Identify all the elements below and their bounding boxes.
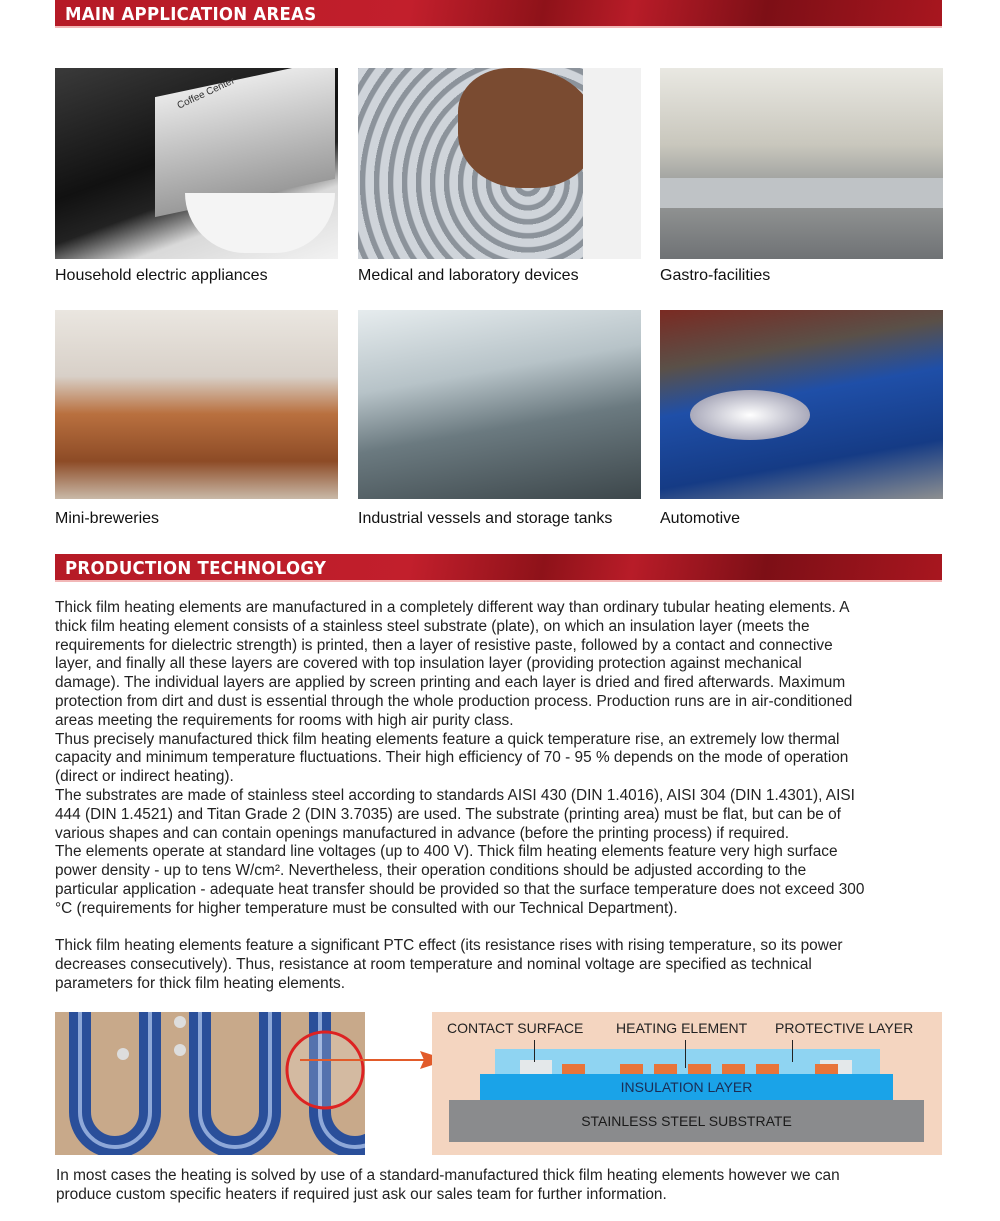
heating-element-segment: [722, 1064, 745, 1074]
photo-medical-lab: [358, 68, 641, 259]
heating-track-graphic: [55, 1012, 365, 1155]
substrate-layer: STAINLESS STEEL SUBSTRATE: [449, 1100, 924, 1142]
paragraph-line: The substrates are made of stainless steel according to standards AISI 430 (DIN 1.4016), AISI 304 (DIN 1.4301), AISI: [55, 786, 855, 804]
paragraph-line: Thick film heating elements are manufactured in a completely different way than ordinary tubular heating elements. A: [55, 599, 850, 616]
closing-line: produce custom specific heaters if required just ask our sales team for further information.: [56, 1185, 667, 1203]
photo-gastro-facilities: [660, 68, 943, 259]
paragraph-line: particular application - adequate heat transfer should be provided so that the surface temperature does not exceed 300: [55, 880, 865, 898]
paragraph-line: Thus precisely manufactured thick film heating elements feature a quick temperature rise, an extremely low thermal: [55, 730, 840, 748]
section-header-technology: [55, 554, 942, 582]
caption: Medical and laboratory devices: [358, 267, 579, 284]
photo-heating-element: [55, 1012, 365, 1155]
caption: Gastro-facilities: [660, 267, 771, 284]
paragraph-line: requirements for dielectric strength) is printed, then a layer of resistive paste, followed by a contact and connective: [55, 636, 833, 654]
caption: Mini-breweries: [55, 510, 160, 527]
heating-element-segment: [815, 1064, 838, 1074]
paragraph-line: protection from dirt and dust is essential through the whole production process. Production runs are in air-conditioned: [55, 692, 853, 710]
paragraph-line: thick film heating element consists of a stainless steel substrate (plate), on which an insulation layer (meets the: [55, 617, 810, 635]
heating-element-segment: [620, 1064, 643, 1074]
arrow-icon: [300, 1050, 450, 1080]
section-title: MAIN APPLICATION AREAS: [65, 4, 317, 25]
paragraph-line: [55, 919, 864, 938]
heating-element-segment: [688, 1064, 711, 1074]
heating-element-segment: [756, 1064, 779, 1074]
contact-pad: [520, 1060, 552, 1074]
caption: Automotive: [660, 510, 741, 527]
section-title: PRODUCTION TECHNOLOGY: [65, 558, 327, 579]
closing-text: [56, 1167, 840, 1205]
paragraph-line: power density - up to tens W/cm². Nevertheless, their operation conditions should be adjusted according to the: [55, 862, 807, 880]
heating-element-segment: [654, 1064, 677, 1074]
paragraph-line: (direct or indirect heating).: [55, 768, 234, 786]
layer-diagram: [432, 1012, 942, 1155]
caption: Industrial vessels and storage tanks: [358, 510, 613, 527]
paragraph-line: damage). The individual layers are applied by screen printing and each layer is dried and fired afterwards. Maximum: [55, 674, 846, 692]
photo-mini-breweries: [55, 310, 338, 499]
insulation-layer: INSULATION LAYER: [480, 1074, 893, 1100]
technology-text: [55, 599, 864, 994]
paragraph-line: The elements operate at standard line voltages (up to 400 V). Thick film heating elements feature very high surface: [55, 843, 838, 861]
section-header-applications: [55, 0, 942, 28]
paragraph-line: areas meeting the requirements for rooms with high air purity class.: [55, 711, 514, 729]
photo-industrial-vessels: [358, 310, 641, 499]
paragraph-line: 444 (DIN 1.4521) and Titan Grade 2 (DIN 3.7035) are used. The substrate (printing area) must be flat, but can be of: [55, 805, 841, 823]
photo-household-appliances: [55, 68, 338, 259]
label-protective-layer: PROTECTIVE LAYER: [775, 1020, 914, 1036]
photo-automotive: [660, 310, 943, 499]
label-contact-surface: CONTACT SURFACE: [447, 1020, 584, 1036]
paragraph-line: parameters for thick film heating elements.: [55, 974, 345, 992]
label-heating-element: HEATING ELEMENT: [616, 1020, 748, 1036]
heating-element-segment: [562, 1064, 585, 1074]
paragraph-line: °C (requirements for higher temperature must be consulted with our Technical Department).: [55, 899, 678, 917]
closing-line: In most cases the heating is solved by use of a standard-manufactured thick film heating elements however we can: [56, 1167, 840, 1184]
photo-brand-text: Coffee Center: [175, 75, 237, 112]
caption: Household electric appliances: [55, 267, 268, 284]
paragraph-line: decreases consecutively). Thus, resistance at room temperature and nominal voltage are specified as technical: [55, 956, 812, 974]
paragraph-line: Thick film heating elements feature a significant PTC effect (its resistance rises with rising temperature, so its power: [55, 937, 843, 955]
paragraph-line: various shapes and can contain openings manufactured in advance (before the printing process) if required.: [55, 824, 790, 842]
paragraph-line: capacity and minimum temperature fluctuations. Their high efficiency of 70 - 95 % depends on the mode of operation: [55, 749, 849, 767]
paragraph-line: layer, and finally all these layers are covered with top insulation layer (providing protection against mechanical: [55, 655, 802, 673]
